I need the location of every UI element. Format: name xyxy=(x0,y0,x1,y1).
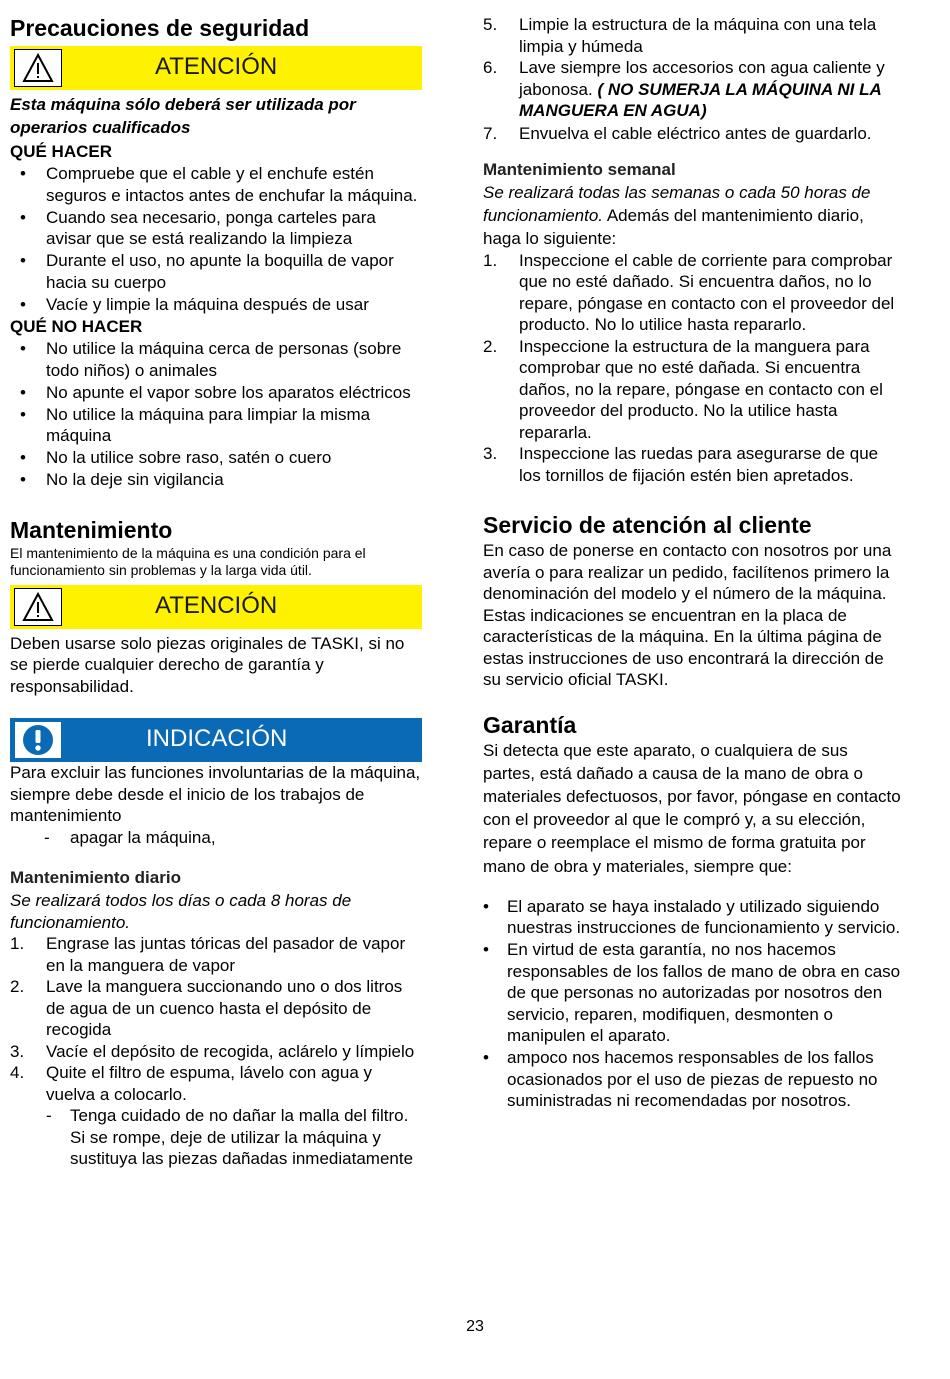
info-text: Para excluir las funciones involuntarias de la máquina, siempre debe desde el inicio de los trabajos de mantenimiento xyxy=(10,763,421,825)
list-item: • Compruebe que el cable y el enchufe estén seguros e intactos antes de enchufar la máquina. xyxy=(20,164,418,205)
warranty-title: Garantía xyxy=(483,711,577,738)
list-item: • En virtud de esta garantía, no nos hacemos responsables de los fallos de mano de obra en caso de que personas no autorizadas por nosotros den servicio, reparen, modifiquen, desmonten o manipulen el aparato. xyxy=(483,940,901,1046)
warning-text: Deben usarse solo piezas originales de TASKI, si no se pierde cualquier derecho de garantía y responsabilidad. xyxy=(10,633,405,696)
warranty-list xyxy=(483,896,903,1112)
list-item: 2. Inspeccione la estructura de la manguera para comprobar que no esté dañada. Si encuentra daños, no la repare, póngase en contacto con el proveedor del producto. No la utilice hasta repararla. xyxy=(483,336,883,442)
warning-box xyxy=(10,585,422,629)
list-item: • Durante el uso, no apunte la boquilla de vapor hacia su cuerpo xyxy=(20,251,394,292)
maintenance-title: Mantenimiento xyxy=(10,516,173,543)
weekly-intro: Se realizará todas las semanas o cada 50 horas de funcionamiento. Además del mantenimiento diario, haga lo siguiente: xyxy=(483,182,871,248)
warning-box xyxy=(10,46,422,90)
list-item: 3. Inspeccione las ruedas para asegurarse de que los tornillos de fijación estén bien apretados. xyxy=(483,444,879,485)
info-box xyxy=(10,718,422,762)
warning-text: Esta máquina sólo deberá ser utilizada por operarios cualificados xyxy=(10,95,356,137)
service-text: En caso de ponerse en contacto con nosotros por una avería o para realizar un pedido, facilítenos primero la denominación del modelo y el número de la máquina. Estas indicaciones se encuentran en la placa de características de la máquina. En la última página de estas instrucciones de uso encontrará la dirección de su servicio oficial TASKI. xyxy=(483,541,892,689)
right-column xyxy=(483,0,903,1112)
daily-title: Mantenimiento diario xyxy=(10,868,181,887)
list-item: • Cuando sea necesario, ponga carteles para avisar que se está realizando la limpieza xyxy=(20,207,376,248)
daily-intro: Se realizará todos los días o cada 8 horas de funcionamiento. xyxy=(10,891,352,932)
list-item: 7. Envuelva el cable eléctrico antes de guardarlo. xyxy=(483,123,872,143)
do-title: QUÉ HACER xyxy=(10,142,113,161)
info-dash-item: - apagar la máquina, xyxy=(44,827,216,847)
list-item: 3. Vacíe el depósito de recogida, aclárelo y límpielo xyxy=(10,1041,415,1061)
service-title: Servicio de atención al cliente xyxy=(483,512,812,538)
list-item: • El aparato se haya instalado y utilizado siguiendo nuestras instrucciones de funcionamiento y servicio. xyxy=(483,896,901,938)
info-exclamation-icon xyxy=(14,721,62,759)
warning-label: ATENCIÓN xyxy=(155,53,278,80)
weekly-title: Mantenimiento semanal xyxy=(483,159,676,179)
daily-list-continued xyxy=(483,14,903,145)
maintenance-lead: El mantenimiento de la máquina es una condición para el funcionamiento sin problemas y la larga vida útil. xyxy=(10,544,366,578)
warning-label: ATENCIÓN xyxy=(155,591,278,619)
left-column xyxy=(10,0,422,1170)
info-label: INDICACIÓN xyxy=(146,725,288,752)
safety-title: Precauciones de seguridad xyxy=(10,15,310,41)
dont-list xyxy=(10,338,422,491)
list-item: 2. Lave la manguera succionando uno o dos litros de agua de un cuenco hasta el depósito de recogida xyxy=(10,977,403,1039)
list-item: • No la deje sin vigilancia xyxy=(20,470,224,489)
emphasis-text: ( NO SUMERJA LA MÁQUINA NI LA MANGUERA EN AGUA) xyxy=(519,79,882,120)
list-item: • No utilice la máquina para limpiar la misma máquina xyxy=(20,404,371,445)
list-item: • Vacíe y limpie la máquina después de usar xyxy=(20,294,369,314)
list-item: 1. Engrase las juntas tóricas del pasador de vapor en la manguera de vapor xyxy=(10,934,406,975)
list-item: • ampoco nos hacemos responsables de los fallos ocasionados por el uso de piezas de repuesto no suministradas ni recomendadas por nosotros. xyxy=(483,1048,878,1111)
page-number: 23 xyxy=(466,1318,484,1335)
list-item: • No apunte el vapor sobre los aparatos eléctricos xyxy=(20,382,411,402)
list-item: • No la utilice sobre raso, satén o cuero xyxy=(20,448,332,467)
dont-title: QUÉ NO HACER xyxy=(10,317,143,336)
warning-triangle-icon xyxy=(14,588,62,626)
do-list xyxy=(10,163,422,315)
weekly-list xyxy=(483,250,903,487)
sub-dash-item: - Tenga cuidado de no dañar la malla del filtro. Si se rompe, deje de utilizar la máquina y sustituya las piezas dañadas inmediatamente xyxy=(46,1106,414,1168)
daily-list xyxy=(10,933,422,1170)
list-item: 5. Limpie la estructura de la máquina con una tela limpia y húmeda xyxy=(483,15,877,56)
warranty-text: Si detecta que este aparato, o cualquiera de sus partes, está dañado a causa de la mano de obra o materiales defectuosos, por favor, póngase en contacto con el proveedor al que le compró y, a su elección, repare o reemplace el mismo de forma gratuita por mano de obra y materiales, siempre que: xyxy=(483,740,901,876)
list-item: 1. Inspeccione el cable de corriente para comprobar que no esté dañado. Si encuentra daños, no lo repare, póngase en contacto con el proveedor del producto. No lo utilice hasta repararlo. xyxy=(483,250,895,334)
warning-triangle-icon xyxy=(14,49,62,87)
list-item: 4. Quite el filtro de espuma, lávelo con agua y vuelva a colocarlo. - Tenga cuidado de no dañar la malla del filtro. Si se rompe, deje de utilizar la máquina y sustituya las piezas dañadas inmediatamente xyxy=(10,1062,422,1170)
list-item: 6. Lave siempre los accesorios con agua caliente y jabonosa. ( NO SUMERJA LA MÁQUINA NI LA MANGUERA EN AGUA) xyxy=(483,58,885,120)
list-item: • No utilice la máquina cerca de personas (sobre todo niños) o animales xyxy=(20,339,402,380)
